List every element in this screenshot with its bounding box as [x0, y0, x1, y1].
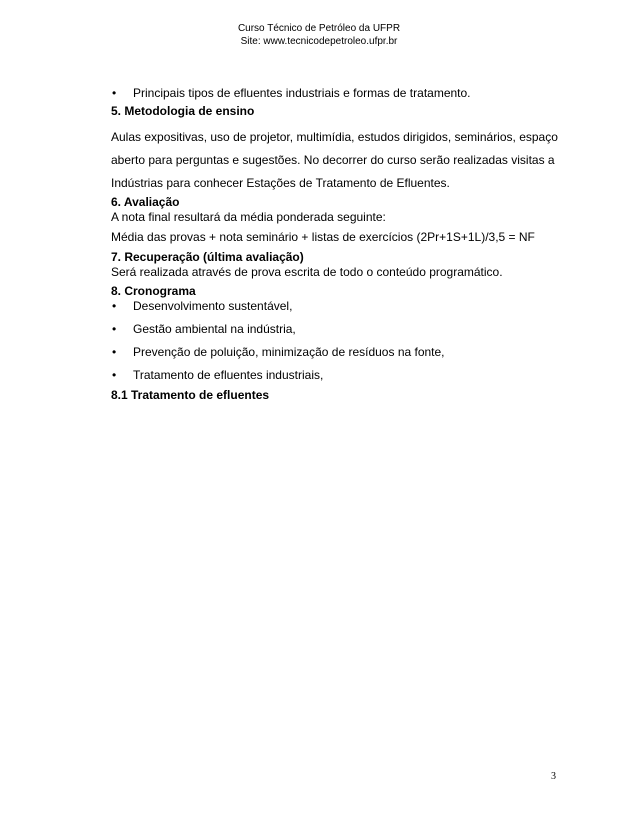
bullet-icon: •: [112, 86, 117, 100]
list-item-text: Desenvolvimento sustentável,: [133, 299, 293, 313]
bullet-icon: •: [112, 368, 117, 382]
list-item: [111, 322, 561, 337]
header-site: Site: www.tecnicodepetroleo.ufpr.br: [240, 36, 398, 47]
list-item: [111, 299, 561, 314]
section-heading-schedule: 8. Cronograma: [111, 284, 196, 298]
list-item-text: Prevenção de poluição, minimização de resíduos na fonte,: [133, 345, 445, 359]
paragraph-line: Aulas expositivas, uso de projetor, multimídia, estudos dirigidos, seminários, espaço: [111, 130, 558, 144]
bullet-icon: •: [112, 299, 117, 313]
page-content: [111, 83, 561, 403]
section-heading-evaluation: 6. Avaliação: [111, 195, 180, 209]
list-item: [111, 86, 561, 101]
section-heading-recovery: 7. Recuperação (última avaliação): [111, 250, 304, 264]
section-heading-methodology: 5. Metodologia de ensino: [111, 104, 255, 118]
list-item-text: Tratamento de efluentes industriais,: [133, 368, 324, 382]
list-item-text: Principais tipos de efluentes industriais e formas de tratamento.: [133, 86, 471, 100]
paragraph-line: aberto para perguntas e sugestões. No decorrer do curso serão realizadas visitas a: [111, 153, 555, 167]
list-item: [111, 345, 561, 360]
list-item: [111, 368, 561, 383]
evaluation-text: A nota final resultará da média ponderada seguinte:: [111, 210, 386, 224]
evaluation-formula: Média das provas + nota seminário + listas de exercícios (2Pr+1S+1L)/3,5 = NF: [111, 230, 535, 244]
header-course-title: Curso Técnico de Petróleo da UFPR: [237, 23, 401, 34]
bullet-icon: •: [112, 345, 117, 359]
list-item-text: Gestão ambiental na indústria,: [133, 322, 296, 336]
recovery-text: Será realizada através de prova escrita de todo o conteúdo programático.: [111, 265, 503, 279]
paragraph-line: Indústrias para conhecer Estações de Tratamento de Efluentes.: [111, 176, 450, 190]
bullet-icon: •: [112, 322, 117, 336]
section-heading-effluent-treatment: 8.1 Tratamento de efluentes: [111, 388, 270, 402]
methodology-paragraph: [111, 126, 561, 195]
page-number: 3: [551, 771, 556, 782]
page-header: [0, 22, 638, 48]
